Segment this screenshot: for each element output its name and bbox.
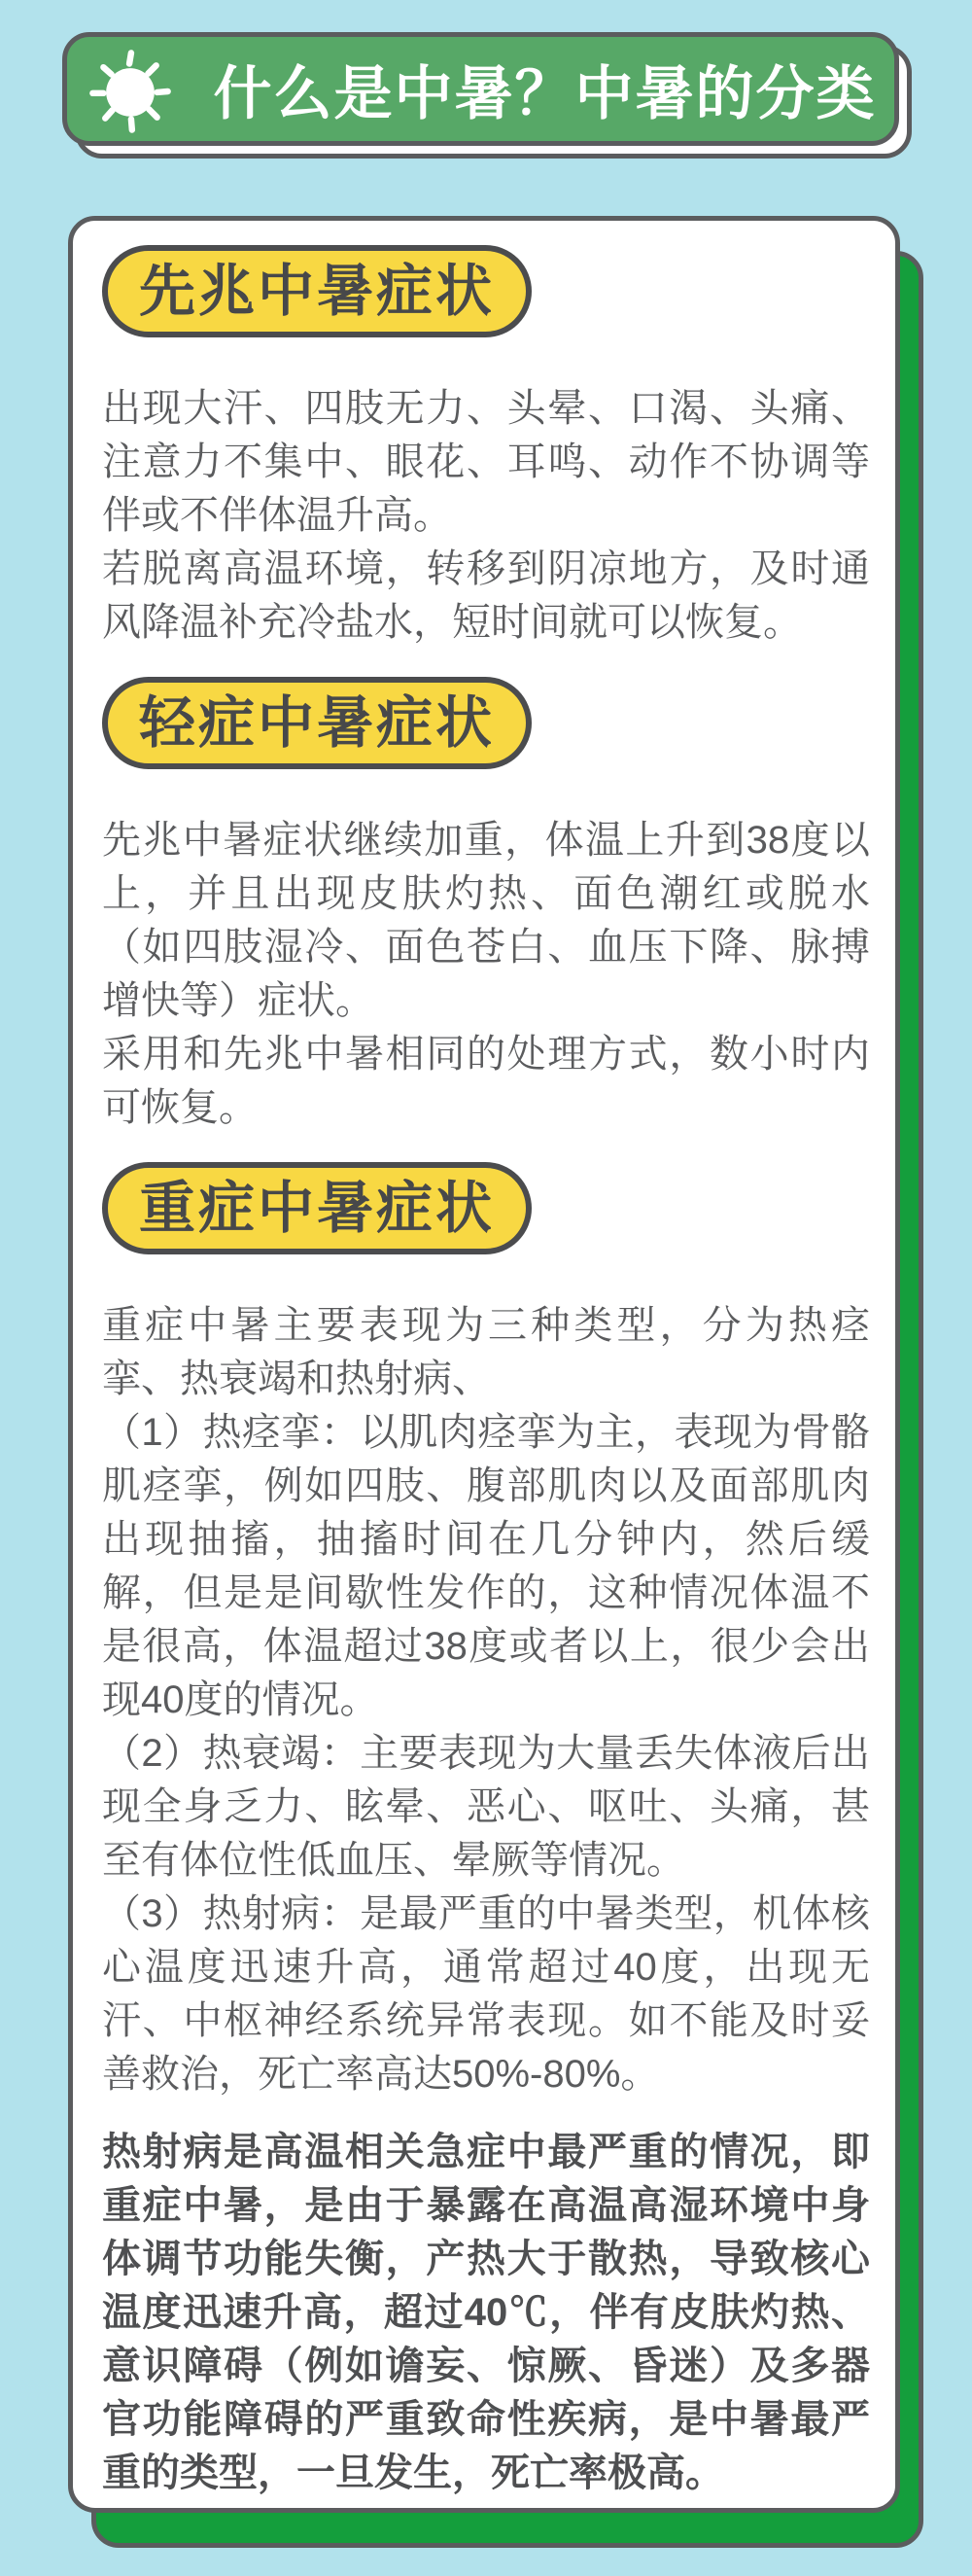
section-badge: 重症中暑症状 [102,1162,532,1254]
paragraph: （2）热衰竭：主要表现为大量丢失体液后出现全身乏力、眩晕、恶心、呕吐、头痛，甚至有体位性低血压、晕厥等情况。 [102,1732,870,1882]
header-banner [62,32,899,146]
section-mild-heatstroke [102,650,870,1135]
paragraph: （3）热射病：是最严重的中暑类型，机体核心温度迅速升高，通常超过40度，出现无汗、中枢神经系统异常表现。如不能及时妥善救治，死亡率高达50%-80%。 [102,1892,870,2096]
paragraph: 重症中暑主要表现为三种类型，分为热痉挛、热衰竭和热射病、 [102,1304,870,1400]
sun-icon [86,47,175,136]
header-title-bar [62,32,899,146]
paragraph: 采用和先兆中暑相同的处理方式，数小时内可恢复。 [102,1033,870,1129]
paragraph: 先兆中暑症状继续加重，体温上升到38度以上，并且出现皮肤灼热、面色潮红或脱水（如四肢湿冷、面色苍白、血压下降、脉搏增快等）症状。 [102,819,870,1022]
section-badge: 先兆中暑症状 [102,245,532,337]
section-severe-heatstroke [102,1135,870,2500]
section-badge: 轻症中暑症状 [102,677,532,769]
content-card [68,216,900,2513]
section-premonitory-heatstroke [102,245,870,650]
card-body [68,216,900,2513]
section-text [102,814,870,1135]
page-title: 什么是中暑？中暑的分类 [213,60,877,126]
paragraph: 出现大汗、四肢无力、头晕、口渴、头痛、注意力不集中、眼花、耳鸣、动作不协调等伴或不伴体温升高。 [102,387,870,537]
section-text [102,1299,870,2101]
paragraph: （1）热痉挛：以肌肉痉挛为主，表现为骨骼肌痉挛，例如四肢、腹部肌肉以及面部肌肉出现抽搐，抽搐时间在几分钟内，然后缓解，但是是间歇性发作的，这种情况体温不是很高，体温超过38度或者以上，很少会出现40度的情况。 [102,1411,870,1721]
emphasis-paragraph: 热射病是高温相关急症中最严重的情况，即重症中暑，是由于暴露在高温高湿环境中身体调节功能失衡，产热大于散热，导致核心温度迅速升高，超过40℃，伴有皮肤灼热、意识障碍（例如谵妄、惊厥、昏迷）及多器官功能障碍的严重致命性疾病，是中暑最严重的类型，一旦发生，死亡率极高。 [102,2131,870,2494]
paragraph: 若脱离高温环境，转移到阴凉地方，及时通风降温补充冷盐水，短时间就可以恢复。 [102,547,870,644]
section-text [102,382,870,650]
